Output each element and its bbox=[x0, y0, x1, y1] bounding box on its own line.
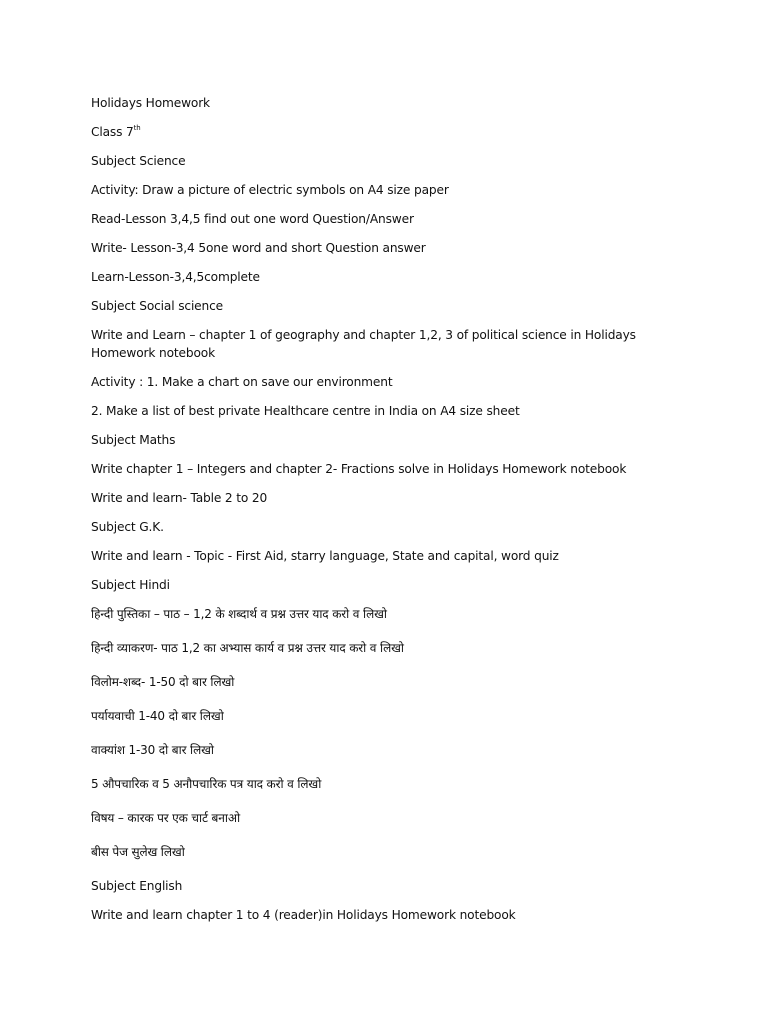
science-learn: Learn-Lesson-3,4,5complete bbox=[91, 270, 260, 284]
social-science-heading: Subject Social science bbox=[91, 299, 224, 313]
english-heading: Subject English bbox=[91, 879, 183, 893]
maths-write: Write chapter 1 – Integers and chapter 2- Fractions solve in Holidays Homework notebook bbox=[91, 462, 627, 476]
hindi-heading: Subject Hindi bbox=[91, 578, 170, 592]
document-title: Holidays Homework bbox=[91, 96, 210, 110]
hindi-handwriting-task: बीस पेज सुलेख लिखो bbox=[91, 845, 185, 859]
maths-heading: Subject Maths bbox=[91, 433, 176, 447]
homework-text bbox=[91, 94, 691, 935]
english-task: Write and learn chapter 1 to 4 (reader)in Holidays Homework notebook bbox=[91, 908, 516, 922]
hindi-synonyms-task: पर्यायवाची 1-40 दो बार लिखो bbox=[91, 709, 224, 723]
class-line bbox=[91, 123, 691, 141]
class-suffix: th bbox=[133, 123, 141, 132]
gk-heading: Subject G.K. bbox=[91, 520, 164, 534]
hindi-grammar-task: हिन्दी व्याकरण- पाठ 1,2 का अभ्यास कार्य व प्रश्न उत्तर याद करो व लिखो bbox=[91, 641, 404, 655]
class-label: Class 7 bbox=[91, 125, 134, 139]
gk-topics: Write and learn - Topic - First Aid, starry language, State and capital, word quiz bbox=[91, 549, 559, 563]
hindi-phrases-task: वाक्यांश 1-30 दो बार लिखो bbox=[91, 743, 214, 757]
hindi-book-task: हिन्दी पुस्तिका – पाठ – 1,2 के शब्दार्थ व प्रश्न उत्तर याद करो व लिखो bbox=[91, 607, 387, 621]
social-science-write-learn: Write and Learn – chapter 1 of geography and chapter 1,2, 3 of political science in Holidays Homework notebook bbox=[91, 328, 636, 360]
maths-table: Write and learn- Table 2 to 20 bbox=[91, 491, 268, 505]
hindi-letters-task: 5 औपचारिक व 5 अनौपचारिक पत्र याद करो व लिखो bbox=[91, 777, 322, 791]
social-science-activity-1: Activity : 1. Make a chart on save our environment bbox=[91, 375, 393, 389]
hindi-chart-task: विषय – कारक पर एक चार्ट बनाओ bbox=[91, 811, 240, 825]
hindi-antonyms-task: विलोम-शब्द- 1-50 दो बार लिखो bbox=[91, 675, 235, 689]
social-science-activity-2: 2. Make a list of best private Healthcare centre in India on A4 size sheet bbox=[91, 404, 520, 418]
science-heading: Subject Science bbox=[91, 154, 186, 168]
science-read: Read-Lesson 3,4,5 find out one word Question/Answer bbox=[91, 212, 414, 226]
science-activity: Activity: Draw a picture of electric symbols on A4 size paper bbox=[91, 183, 449, 197]
science-write: Write- Lesson-3,4 5one word and short Question answer bbox=[91, 241, 426, 255]
